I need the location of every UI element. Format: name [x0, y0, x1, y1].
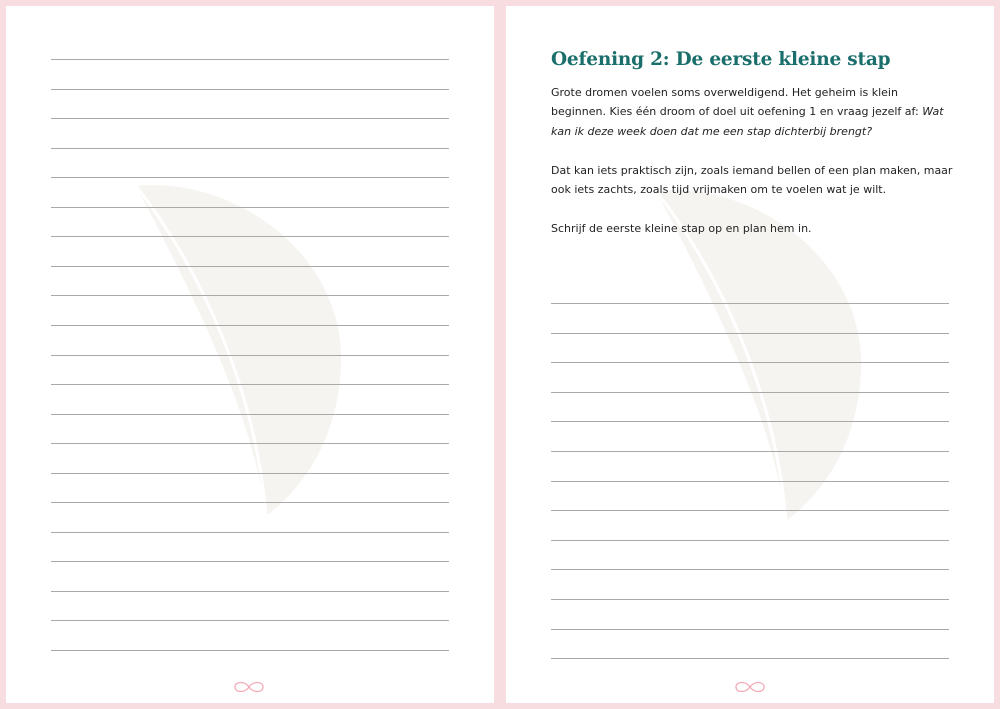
paragraph-1-text: Grote dromen voelen soms overweldigend. Het geheim is klein beginnen. Kies één droom of doel uit oefening 1 en vraag jezelf af:: [551, 86, 923, 119]
writing-line: [51, 355, 449, 356]
writing-line: [51, 620, 449, 621]
feather-icon: [116, 176, 356, 536]
writing-line: [51, 502, 449, 503]
writing-line: [551, 569, 949, 570]
writing-line: [51, 443, 449, 444]
writing-line: [51, 650, 449, 651]
paragraph-2: Dat kan iets praktisch zijn, zoals iemand bellen of een plan maken, maar ook iets zachts, zoals tijd vrijmaken om te voelen wat je wilt.: [551, 163, 953, 197]
paragraph-3: Schrijf de eerste kleine stap op en plan hem in.: [551, 221, 812, 235]
exercise-title: Oefening 2: De eerste kleine stap: [551, 49, 891, 70]
writing-line: [51, 59, 449, 60]
writing-line: [51, 473, 449, 474]
writing-line: [551, 481, 949, 482]
writing-line: [51, 561, 449, 562]
writing-line: [51, 118, 449, 119]
writing-line: [51, 207, 449, 208]
writing-line: [551, 599, 949, 600]
paragraph-1: [551, 83, 956, 141]
writing-line: [51, 236, 449, 237]
writing-line: [51, 177, 449, 178]
writing-line: [551, 392, 949, 393]
writing-line: [51, 384, 449, 385]
writing-line: [51, 414, 449, 415]
writing-line: [51, 148, 449, 149]
writing-line: [51, 295, 449, 296]
writing-line: [51, 325, 449, 326]
writing-line: [51, 89, 449, 90]
writing-line: [51, 266, 449, 267]
writing-line: [51, 532, 449, 533]
writing-line: [551, 451, 949, 452]
exercise-text: [551, 83, 956, 258]
writing-line: [551, 510, 949, 511]
writing-line: [551, 362, 949, 363]
writing-line: [51, 591, 449, 592]
infinity-icon: [232, 679, 266, 695]
writing-line: [551, 629, 949, 630]
right-page: [506, 6, 994, 703]
writing-line: [551, 303, 949, 304]
reflection-question: Wat kan ik deze week doen dat me een stap dichterbij brengt?: [551, 105, 944, 138]
writing-line: [551, 421, 949, 422]
left-page: [6, 6, 494, 703]
writing-line: [551, 540, 949, 541]
infinity-icon: [733, 679, 767, 695]
writing-line: [551, 333, 949, 334]
writing-line: [551, 658, 949, 659]
